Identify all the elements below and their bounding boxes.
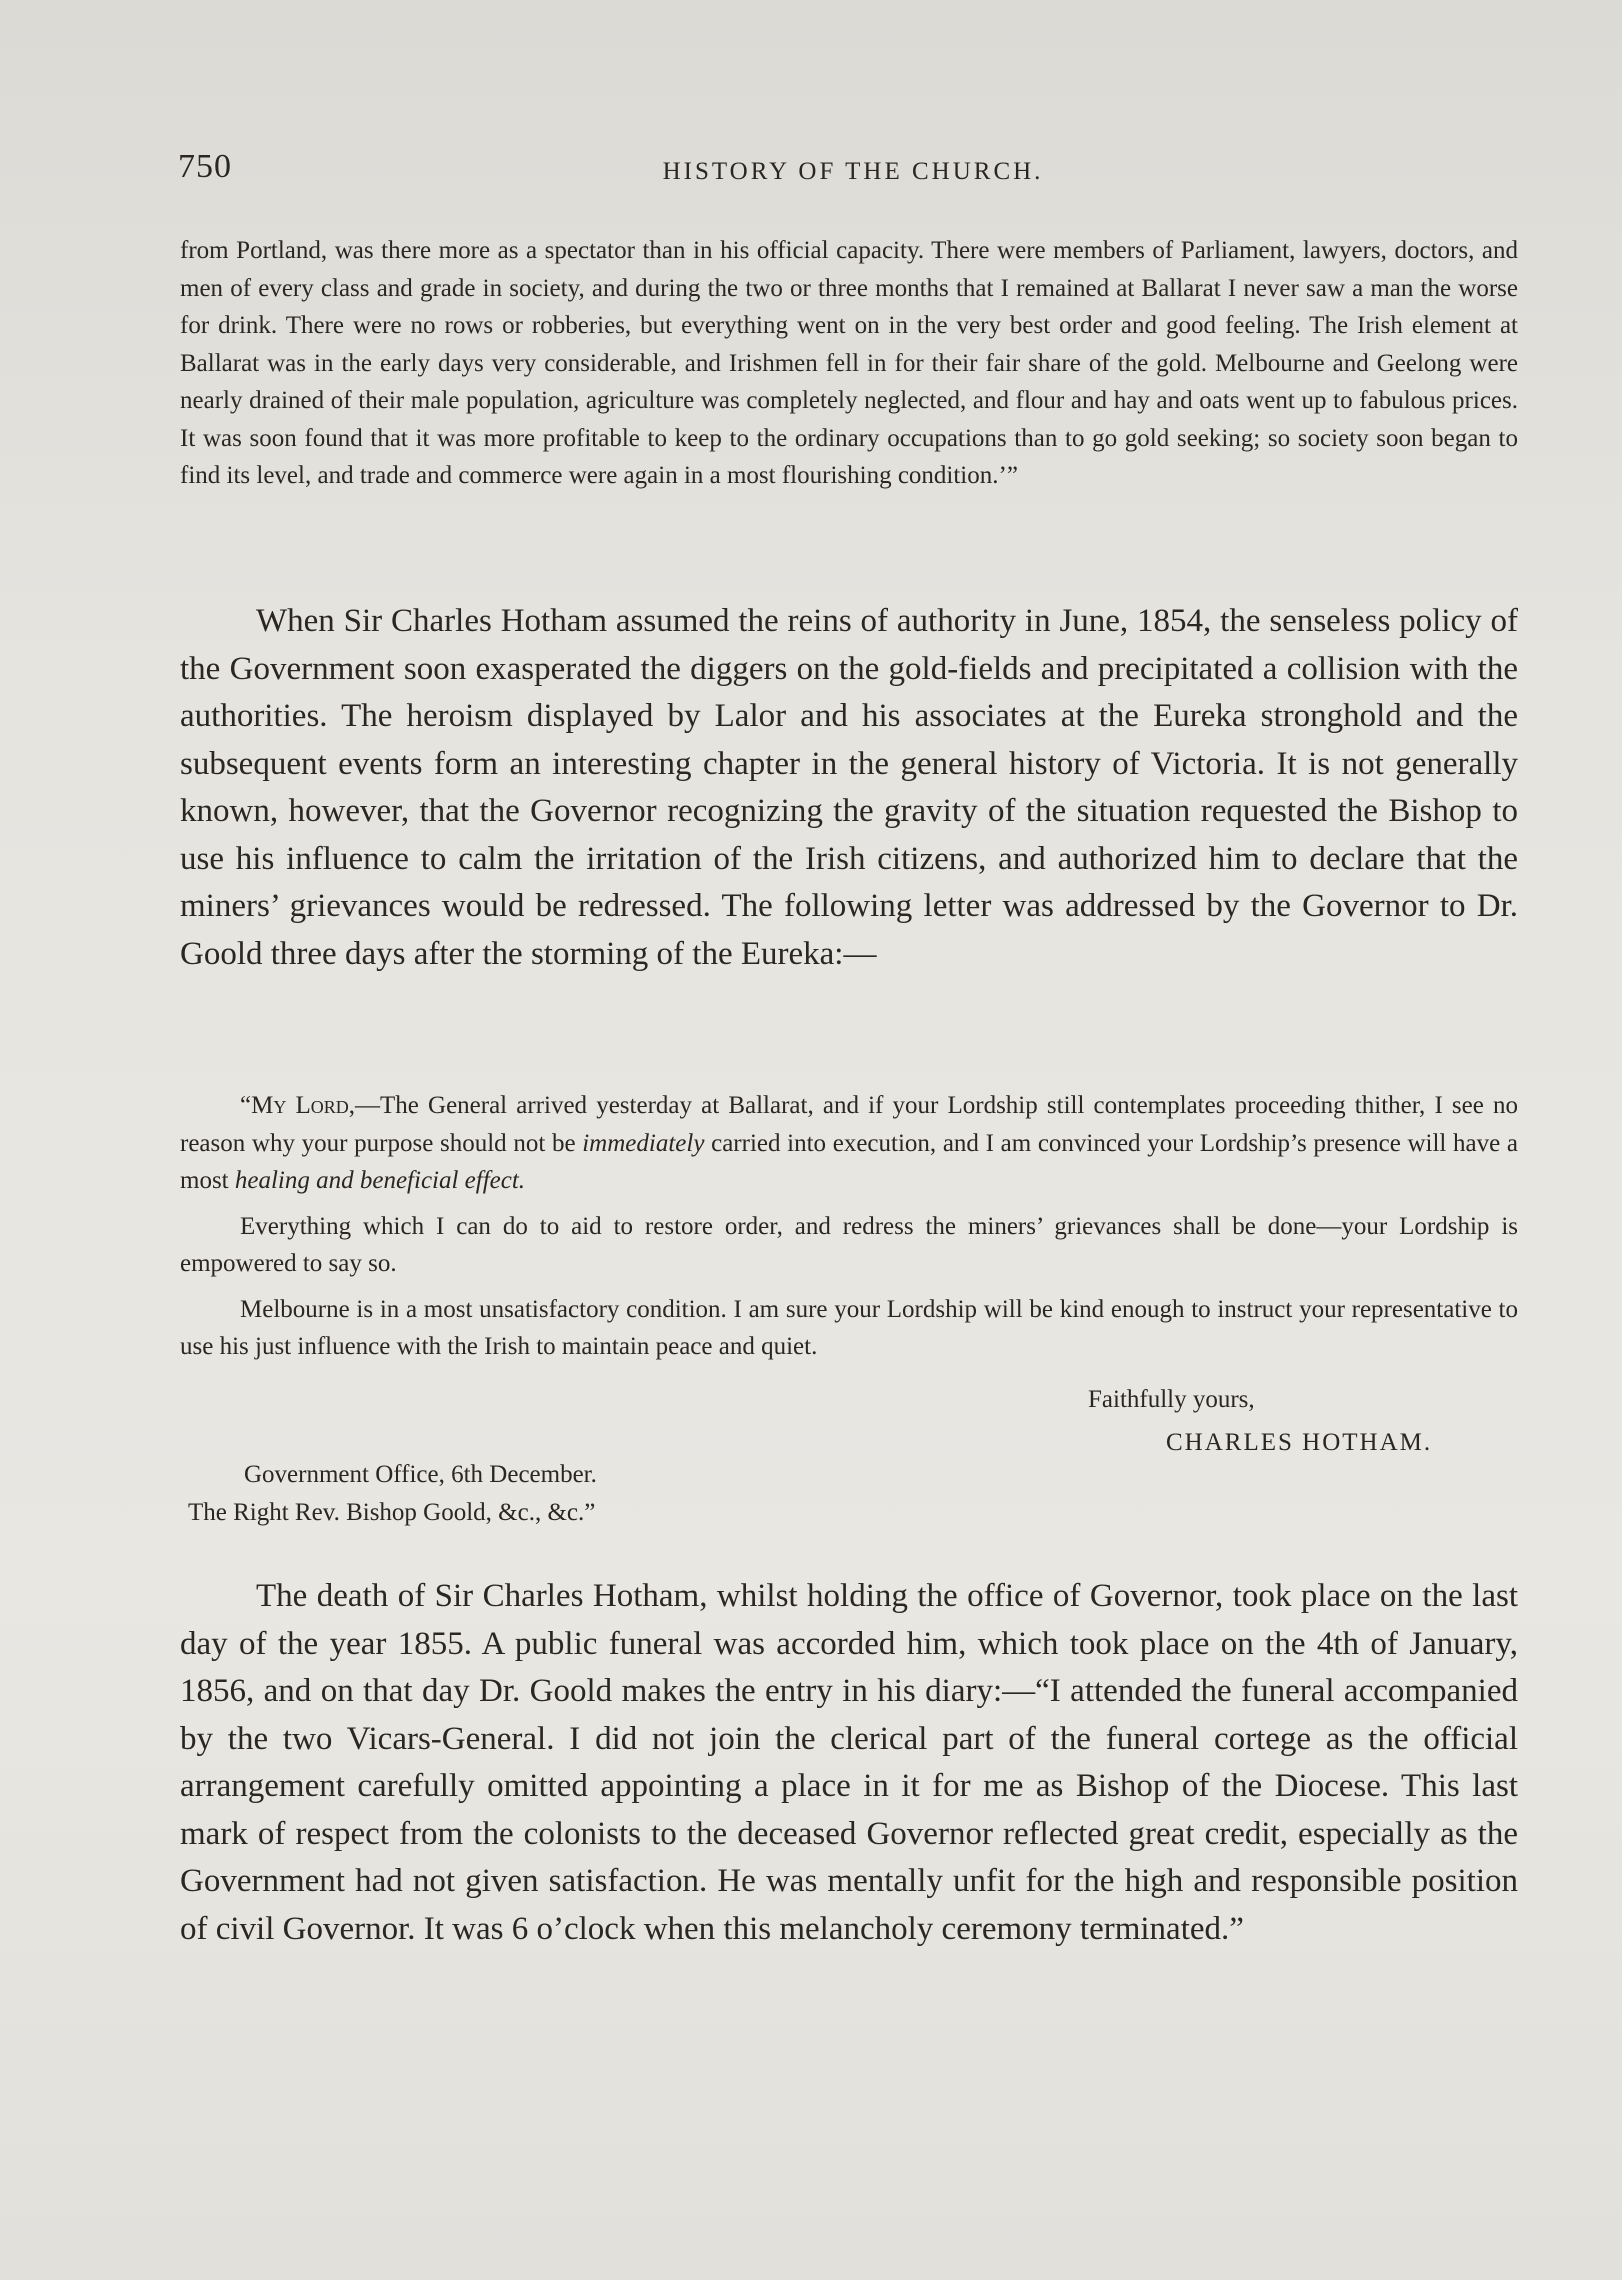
page-header (178, 140, 1528, 190)
dateline-office: Government Office, 6th December. (244, 1461, 597, 1488)
quote-continuation (180, 232, 1518, 495)
paragraph-2-text: The death of Sir Charles Hotham, whilst holding the office of Governor, took place on the last day of the year 1855. A public funeral was accorded him, which took place on the 4th of January, 1856, and on that day Dr. Goold makes the entry in his diary:—“I attended the funeral accompanied by the two Vicars-General. I did not join the clerical part of the funeral cortege as the official arrangement carefully omitted appointing a place in it for me as Bishop of the Diocese. This last mark of respect from the colonists to the deceased Governor reflected great credit, especially as the Government had not given satisfaction. He was mentally unfit for the high and responsible position of civil Governor. It was 6 o’clock when this melancholy ceremony terminated.” (180, 1578, 1518, 1947)
letter-signoff (1088, 1378, 1432, 1464)
paragraph-hotham-eureka (180, 598, 1518, 978)
letter-p1-middle: carried into execution, and I am convinced your Lordship’s presence will have a most (180, 1129, 1519, 1194)
letter-p1-text: —The General arrived yesterday at Ballarat, and if your Lordship still contemplates proceeding thither, I see no reason why your purpose should not be (180, 1092, 1518, 1157)
letter-paragraph-3: Melbourne is in a most unsatisfactory condition. I am sure your Lordship will be kind enough to instruct your representative to use his just influence with the Irish to maintain peace and quiet. (180, 1295, 1518, 1360)
paragraph-1-text: When Sir Charles Hotham assumed the reins of authority in June, 1854, the senseless policy of the Government soon exasperated the diggers on the gold-fields and precipitated a collision with the authorities. The heroism displayed by Lalor and his associates at the Eureka stronghold and the subsequent events form an interesting chapter in the general history of Victoria. It is not generally known, however, that the Governor recognizing the gravity of the situation requested the Bishop to use his influence to calm the irritation of the Irish citizens, and authorized him to declare that the miners’ grievances would be redressed. The following letter was addressed by the Governor to Dr. Goold three days after the storming of the Eureka:— (180, 603, 1518, 972)
page-number: 750 (178, 148, 232, 185)
running-title: HISTORY OF THE CHURCH. (662, 158, 1044, 185)
letter-dateline (188, 1456, 597, 1531)
letter-salutation: “My Lord, (240, 1092, 355, 1119)
letter-paragraph-1 (180, 1087, 1518, 1200)
paragraph-hotham-death (180, 1573, 1518, 1953)
letter-closing: Faithfully yours, (1088, 1386, 1255, 1413)
letter-signature: CHARLES HOTHAM. (1166, 1429, 1433, 1456)
letter-paragraph-2: Everything which I can do to aid to restore order, and redress the miners’ grievances shall be done—your Lordship is empowered to say so. (180, 1212, 1518, 1277)
letter-p1-emphasis-2: healing and beneficial effect. (234, 1167, 526, 1194)
governor-letter (180, 1087, 1518, 1374)
letter-p1-emphasis-1: immediately (582, 1129, 705, 1157)
dateline-addressee: The Right Rev. Bishop Goold, &c., &c.” (188, 1498, 596, 1526)
quote-continuation-text: from Portland, was there more as a spectator than in his official capacity. There were members of Parliament, lawyers, doctors, and men of every class and grade in society, and during the two or three months that I remained at Ballarat I never saw a man the worse for drink. There were no rows or robberies, but everything went on in the very best order and good feeling. The Irish element at Ballarat was in the early days very considerable, and Irishmen fell in for their fair share of the gold. Melbourne and Geelong were nearly drained of their male population, agriculture was completely neglected, and flour and hay and oats went up to fabulous prices. It was soon found that it was more profitable to keep to the ordinary occupations than to go gold seeking; so society soon began to find its level, and trade and commerce were again in a most flourishing condition.’” (180, 237, 1518, 489)
